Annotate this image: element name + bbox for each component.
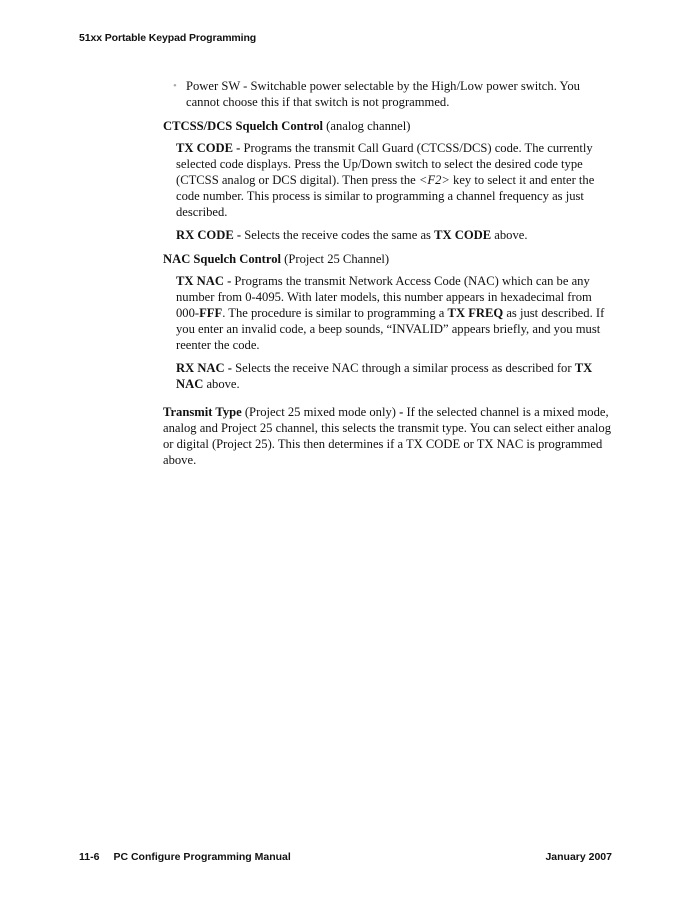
ctcss-subsection — [176, 140, 613, 243]
section-heading-bold: NAC Squelch Control — [163, 252, 282, 266]
transmit-type-dash: - — [399, 405, 404, 419]
section-heading-suffix: (analog channel) — [323, 119, 411, 133]
transmit-type-paren: (Project 25 mixed mode only) — [241, 405, 400, 419]
running-header: 51xx Portable Keypad Programming — [79, 32, 257, 44]
f2-key-ref: <F2> — [418, 173, 450, 187]
tx-nac-label: TX NAC - — [176, 274, 232, 288]
tx-nac-text-2: . The procedure is similar to programming a — [222, 306, 448, 320]
transmit-type-text: If the selected channel is a mixed mode, analog and Project 25 channel, this selects the transmit type. You can select either analog or digital (Project 25). This then determines if a TX CODE or TX NAC is programmed above. — [163, 405, 611, 467]
section-heading-suffix: (Project 25 Channel) — [281, 252, 390, 266]
page-number: 11-6 — [79, 851, 100, 863]
running-footer — [79, 851, 612, 863]
nac-subsection — [176, 273, 613, 392]
list-item-power-sw — [163, 78, 613, 110]
tx-nac-text-3: as just described. If you enter an invalid code, a beep sounds, “INVALID” appears briefly, and you must reenter the code. — [176, 306, 605, 352]
rx-nac-label: RX NAC - — [176, 361, 232, 375]
tx-code-text-2: key to select it and enter the code number. This process is similar to programming a channel frequency as just described. — [176, 173, 595, 219]
bullet-icon: • — [173, 80, 177, 92]
tx-nac-fff: FFF — [199, 306, 223, 320]
manual-title: PC Configure Programming Manual — [113, 851, 291, 863]
rx-nac-paragraph — [176, 360, 613, 392]
rx-code-text-1: Selects the receive codes the same as — [241, 228, 435, 242]
section-heading-bold: CTCSS/DCS Squelch Control — [163, 119, 324, 133]
footer-left — [79, 851, 291, 863]
section-heading-nac — [163, 251, 613, 267]
rx-code-paragraph — [176, 227, 613, 243]
rx-nac-ref: TX NAC — [176, 361, 593, 391]
section-heading-ctcss — [163, 118, 613, 134]
tx-code-text-1: Programs the transmit Call Guard (CTCSS/DCS) code. The currently selected code displays. Press the Up/Down switch to select the desired code type (CTCSS analog or DCS digital). Then press the — [176, 141, 593, 187]
tx-code-label: TX CODE - — [176, 141, 241, 155]
rx-nac-text-2: above. — [203, 377, 240, 391]
footer-date: January 2007 — [545, 851, 612, 863]
transmit-type-paragraph — [163, 404, 613, 468]
tx-nac-paragraph — [176, 273, 613, 353]
rx-code-ref: TX CODE — [434, 228, 492, 242]
rx-nac-text-1: Selects the receive NAC through a similar process as described for — [231, 361, 575, 375]
list-item-text: Power SW - Switchable power selectable by the High/Low power switch. You cannot choose this if that switch is not programmed. — [186, 79, 580, 109]
page-body — [163, 78, 613, 468]
tx-code-paragraph — [176, 140, 613, 220]
tx-nac-text-1: Programs the transmit Network Access Code (NAC) which can be any number from 0-4095. With later models, this number appears in hexadecimal from 000- — [176, 274, 592, 320]
transmit-type-label: Transmit Type — [163, 405, 242, 419]
tx-freq-ref: TX FREQ — [447, 306, 504, 320]
rx-code-label: RX CODE - — [176, 228, 242, 242]
rx-code-text-2: above. — [491, 228, 528, 242]
